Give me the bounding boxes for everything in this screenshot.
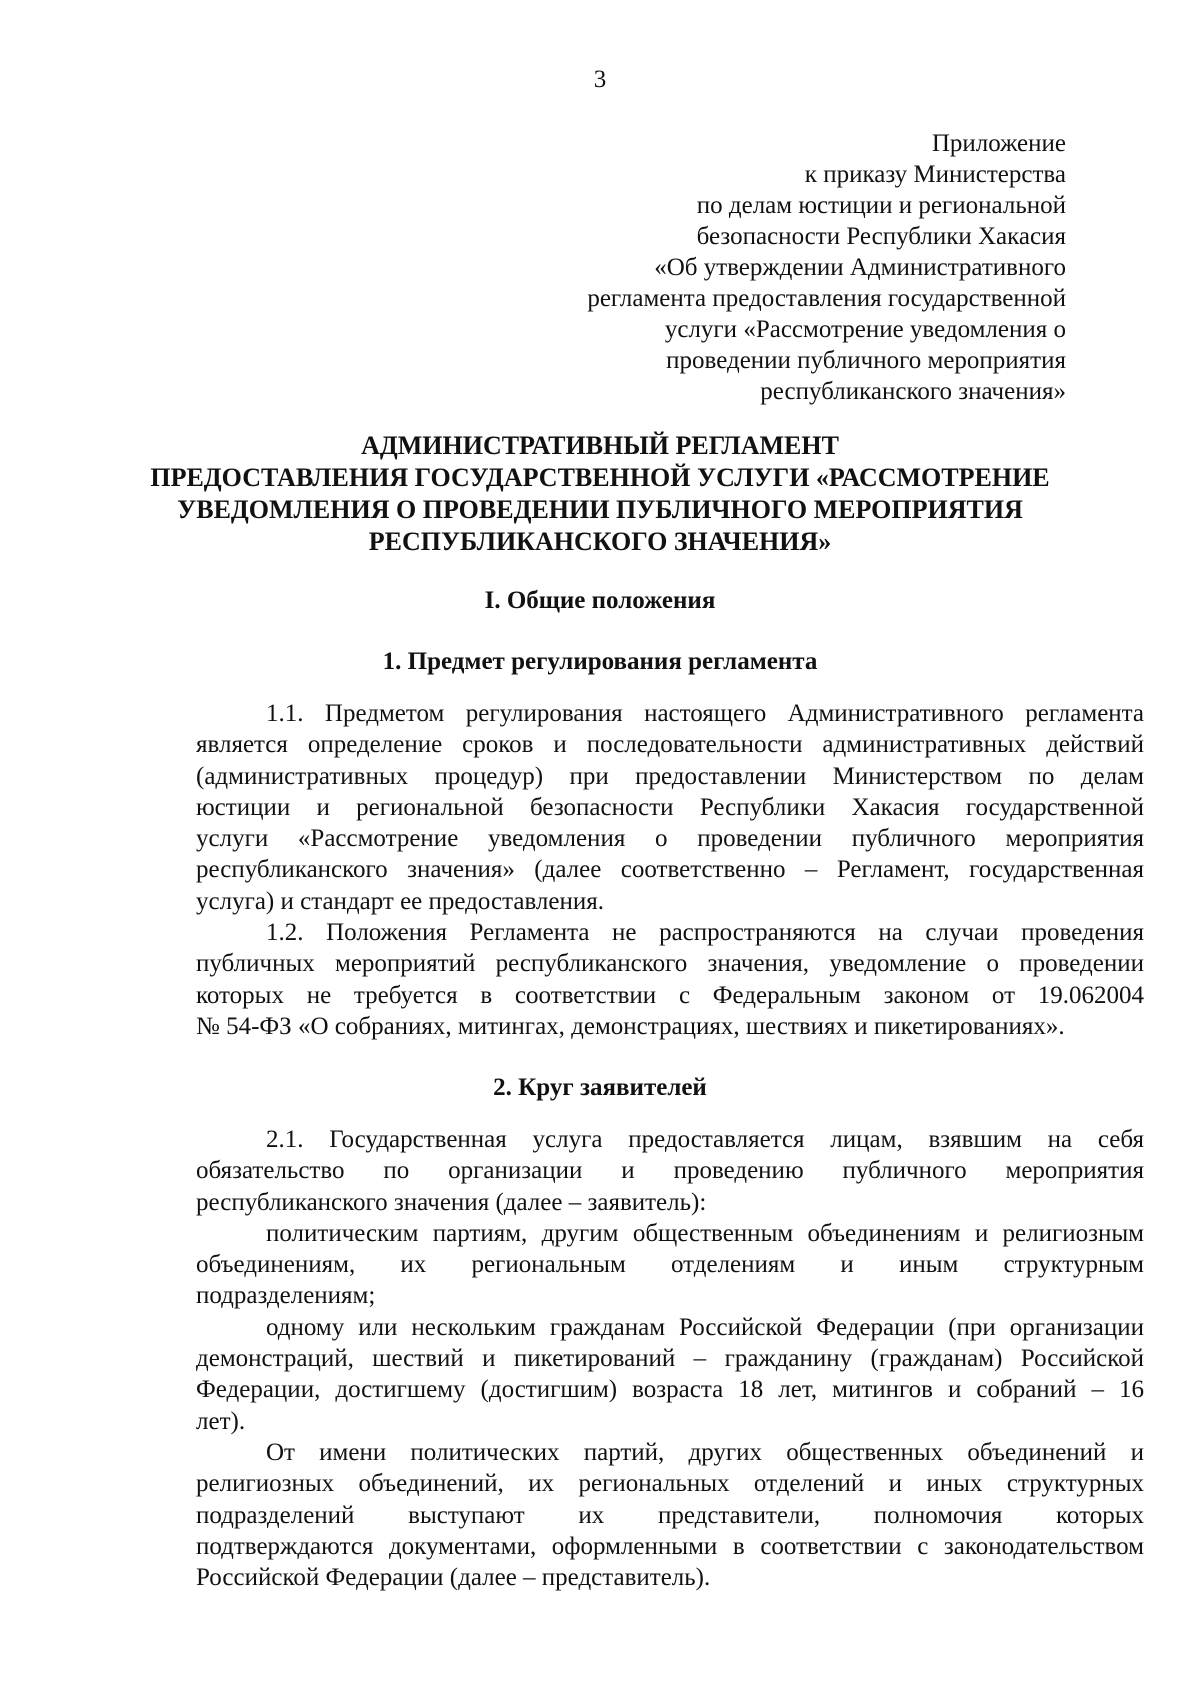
page-number: 3 [593,66,607,93]
appendix-line: безопасности Республики Хакасия [696,223,1066,250]
paragraph-line: республиканского значения (далее – заявитель): [196,1188,707,1216]
appendix-line: регламента предоставления государственной [587,285,1066,312]
paragraph-line: услуга) и стандарт ее предоставления. [196,887,604,915]
paragraph-line: демонстраций, шествий и пикетирований – гражданину (гражданам) Российской [196,1345,1144,1373]
paragraph-line: (административных процедур) при предоставлении Министерством по делам [196,762,1144,790]
paragraph-line: обязательство по организации и проведению публичного мероприятия [196,1157,1144,1185]
appendix-line: республиканского значения» [760,378,1066,405]
paragraph-line: подтверждаются документами, оформленными в соответствии с законодательством [196,1532,1144,1560]
paragraph-line: юстиции и региональной безопасности Республики Хакасия государственной [196,793,1144,821]
paragraph-line: политическим партиям, другим общественным объединениям и религиозным [266,1219,1144,1247]
paragraph-line: Федерации, достигшему (достигшим) возраста 18 лет, митингов и собраний – 16 [196,1376,1144,1404]
title-line: АДМИНИСТРАТИВНЫЙ РЕГЛАМЕНТ [361,431,839,460]
paragraph-line: религиозных объединений, их региональных отделений и иных структурных [196,1470,1144,1498]
paragraph-line: публичных мероприятий республиканского значения, уведомление о проведении [196,950,1144,978]
appendix-line: по делам юстиции и региональной [696,192,1066,219]
paragraph-line: № 54-ФЗ «О собраниях, митингах, демонстрациях, шествиях и пикетированиях». [196,1012,1065,1040]
paragraph-line: является определение сроков и последовательности административных действий [196,731,1144,759]
paragraph-line: услуги «Рассмотрение уведомления о проведении публичного мероприятия [196,825,1144,853]
appendix-line: услуги «Рассмотрение уведомления о [664,316,1066,343]
paragraph-line: 1.1. Предметом регулирования настоящего Административного регламента [266,700,1144,727]
paragraph-line: Российской Федерации (далее – представитель). [196,1564,711,1592]
paragraph-line: лет). [196,1407,246,1435]
paragraph-line: республиканского значения» (далее соответственно – Регламент, государственная [196,856,1144,884]
paragraph-line: От имени политических партий, других общественных объединений и [266,1438,1144,1466]
title-line: РЕСПУБЛИКАНСКОГО ЗНАЧЕНИЯ» [368,527,832,556]
subsection-heading: 2. Круг заявителей [493,1074,707,1101]
appendix-block [587,128,1066,407]
section-heading: I. Общие положения [484,587,716,614]
appendix-line: проведении публичного мероприятия [666,347,1066,374]
subsection-2-body [196,1124,1144,1593]
paragraph-line: одному или нескольким гражданам Российской Федерации (при организации [266,1313,1144,1341]
appendix-line: к приказу Министерства [804,161,1066,188]
paragraph-line: подразделениям; [196,1282,376,1310]
subsection-1-body [196,698,1144,1042]
document-title [150,430,1050,558]
subsection-heading: 1. Предмет регулирования регламента [382,648,818,675]
title-line: ПРЕДОСТАВЛЕНИЯ ГОСУДАРСТВЕННОЙ УСЛУГИ «РАССМОТРЕНИЕ [150,463,1050,492]
appendix-line: Приложение [931,130,1066,157]
paragraph-line: подразделений выступают их представители, полномочия которых [196,1501,1144,1529]
paragraph-line: 2.1. Государственная услуга предоставляется лицам, взявшим на себя [266,1126,1144,1153]
title-line: УВЕДОМЛЕНИЯ О ПРОВЕДЕНИИ ПУБЛИЧНОГО МЕРОПРИЯТИЯ [177,495,1023,524]
paragraph-line: объединениям, их региональным отделениям и иным структурным [196,1251,1144,1279]
paragraph-line: 1.2. Положения Регламента не распространяются на случаи проведения [266,919,1144,947]
appendix-line: «Об утверждении Административного [654,254,1066,281]
paragraph-line: которых не требуется в соответствии с Федеральным законом от 19.062004 [196,981,1144,1009]
